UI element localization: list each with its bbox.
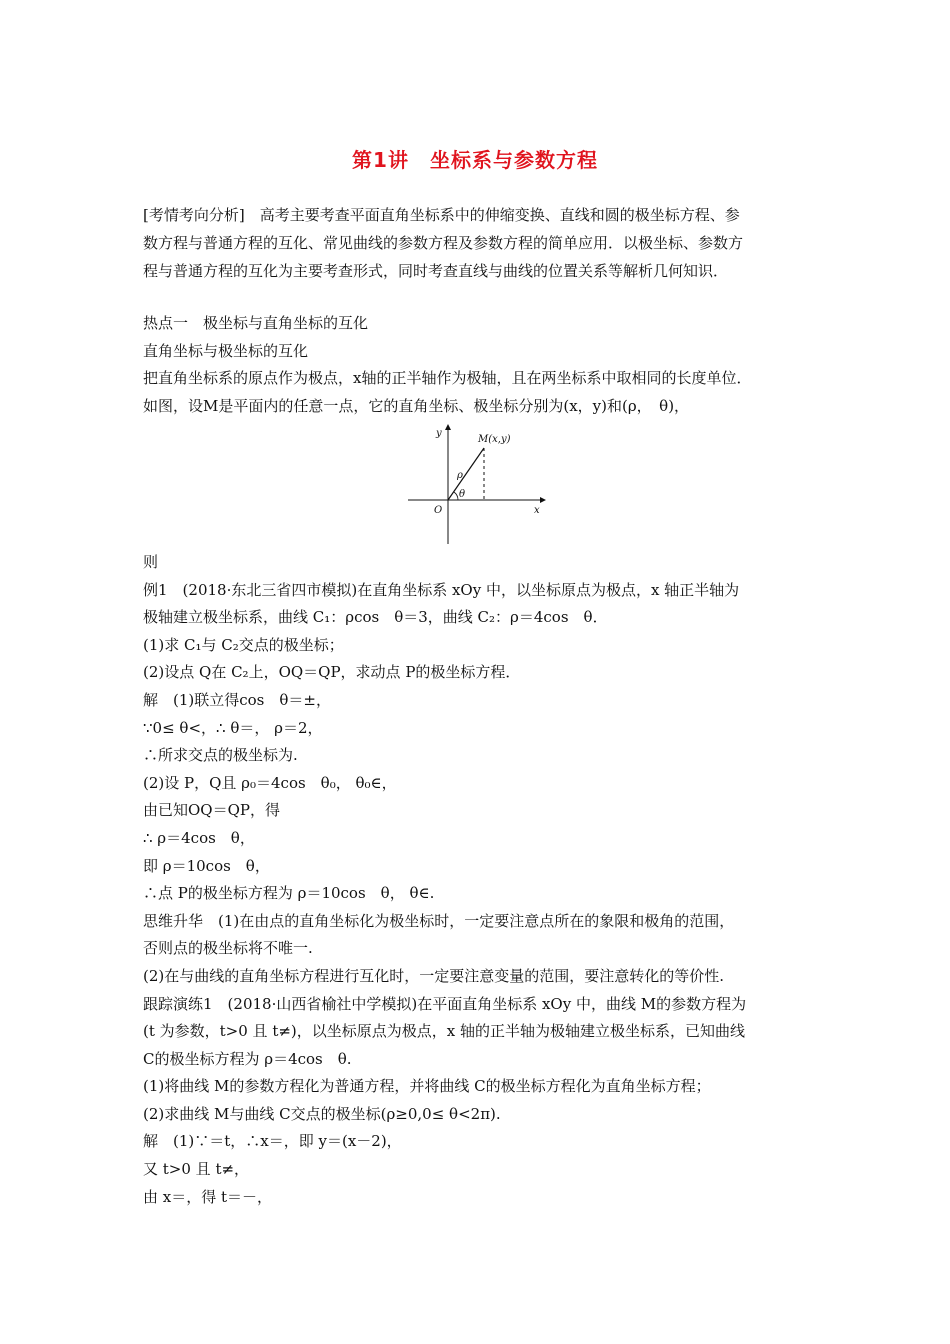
text-line: 否则点的极坐标将不唯一. <box>143 939 313 958</box>
summary-line: 思维升华 (1)在由点的直角坐标化为极坐标时，一定要注意点所在的象限和极角的范围， <box>143 911 735 930</box>
exercise-heading: 跟踪演练1 (2018·山西省榆社中学模拟)在平面直角坐标系 xOy 中，曲线 M的参数方程为 <box>143 994 747 1013</box>
text-line: (t 为参数，t>0 且 t≠)，以坐标原点为极点，x 轴的正半轴为极轴建立极坐标系，已知曲线 <box>143 1022 746 1041</box>
text-line: ∴ ρ＝4cos θ， <box>143 828 255 847</box>
text-line: ∵0≤ θ<，∴ θ＝， ρ＝2， <box>143 718 323 737</box>
subsection-heading: 直角坐标与极坐标的互化 <box>143 341 309 360</box>
point-m-label: M(x,y) <box>478 434 511 445</box>
page-title: 第1讲 坐标系与参数方程 <box>352 148 598 172</box>
text-line: (2)求曲线 M与曲线 C交点的极坐标(ρ≥0,0≤ θ<2π). <box>143 1104 501 1123</box>
text-line: 极轴建立极坐标系，曲线 C₁：ρcos θ＝3，曲线 C₂：ρ＝4cos θ． <box>143 608 608 627</box>
text-line: 如图，设M是平面内的任意一点，它的直角坐标、极坐标分别为(x，y)和(ρ， θ)， <box>143 396 690 415</box>
text-line: (2)设 P，Q且 ρ₀＝4cos θ₀， θ₀∈， <box>143 773 397 792</box>
hotspot-section <box>143 310 823 420</box>
text-line: 则 <box>143 553 159 571</box>
text-line: C的极坐标方程为 ρ＝4cos θ. <box>143 1049 352 1068</box>
solution-line: 解 (1)联立得cos θ＝±， <box>143 690 331 709</box>
example-section <box>143 549 823 1211</box>
intro-paragraph <box>143 201 823 285</box>
text-line: 由 x＝，得 t＝－， <box>143 1187 273 1206</box>
y-axis-arrow <box>445 424 451 430</box>
example-heading: 例1 (2018·东北三省四市模拟)在直角坐标系 xOy 中，以坐标原点为极点，x 轴正半轴为 <box>143 580 740 599</box>
text-line: ∴点 P的极坐标方程为 ρ＝10cos θ， θ∈. <box>143 884 435 903</box>
section-heading: 热点一 极坐标与直角坐标的互化 <box>143 314 369 332</box>
intro-line: 数方程与普通方程的互化、常见曲线的参数方程及参数方程的简单应用．以极坐标、参数方 <box>143 234 744 252</box>
text-line: 把直角坐标系的原点作为极点，x轴的正半轴作为极轴，且在两坐标系中取相同的长度单位． <box>143 369 752 388</box>
origin-label: O <box>434 505 443 516</box>
theta-label: θ <box>459 489 466 500</box>
radius-line <box>448 448 484 500</box>
text-line: (2)在与曲线的直角坐标方程进行互化时，一定要注意变量的范围，要注意转化的等价性. <box>143 966 725 985</box>
polar-figure-svg <box>400 418 550 548</box>
text-line: 又 t>0 且 t≠， <box>143 1160 250 1179</box>
text-line: ∴所求交点的极坐标为. <box>143 746 298 765</box>
text-line: (1)求 C₁与 C₂交点的极坐标； <box>143 635 344 654</box>
intro-line: 程与普通方程的互化为主要考查形式，同时考查直线与曲线的位置关系等解析几何知识． <box>143 262 729 280</box>
intro-line: [考情考向分析] 高考主要考查平面直角坐标系中的伸缩变换、直线和圆的极坐标方程、参 <box>143 206 740 224</box>
polar-coordinate-figure <box>400 418 550 548</box>
x-axis-label: x <box>534 505 540 516</box>
text-line: (2)设点 Q在 C₂上，OQ＝QP，求动点 P的极坐标方程． <box>143 663 521 682</box>
text-line: 即 ρ＝10cos θ， <box>143 856 270 875</box>
x-axis-arrow <box>540 497 546 503</box>
angle-arc <box>454 492 458 500</box>
text-line: (1)将曲线 M的参数方程化为普通方程，并将曲线 C的极坐标方程化为直角坐标方程； <box>143 1077 711 1096</box>
text-line: 由已知OQ＝QP，得 <box>143 801 280 820</box>
y-axis-label: y <box>436 428 442 439</box>
rho-label: ρ <box>457 470 463 481</box>
solution-line: 解 (1)∵＝t，∴x＝，即 y＝(x－2)， <box>143 1132 402 1151</box>
